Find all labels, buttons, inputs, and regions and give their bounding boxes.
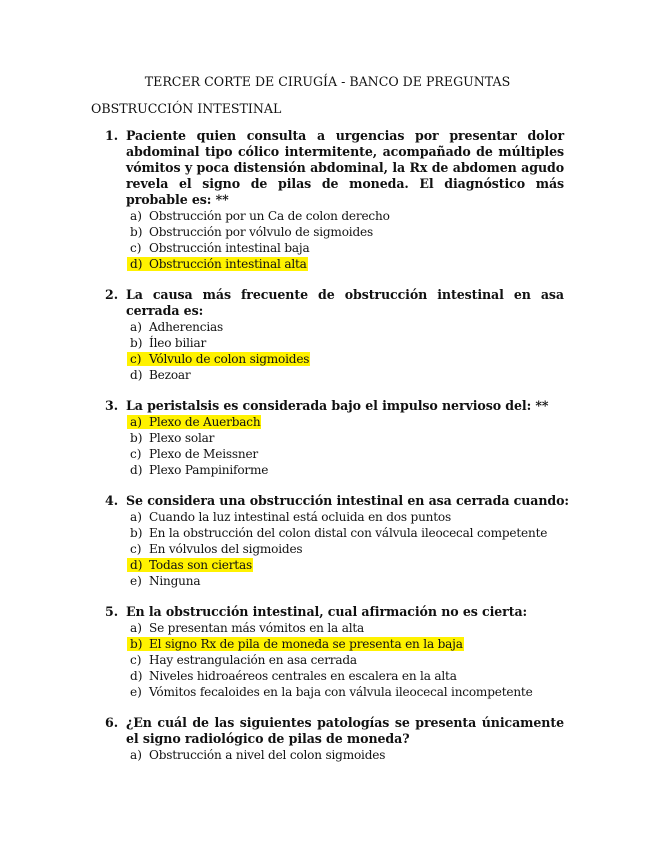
answer-option-highlighted (0, 351, 655, 367)
option-text: Vómitos fecaloides en la baja con válvula ileocecal incompetente (149, 685, 533, 699)
option-text: Cuando la luz intestinal está ocluida en dos puntos (149, 510, 452, 524)
option-text: Íleo biliar (149, 336, 207, 350)
option-letter: a) (130, 621, 142, 635)
option-letter: c) (130, 542, 142, 556)
option-text: Todas son ciertas (149, 558, 252, 572)
option-text: Niveles hidroaéreos centrales en escalera en la alta (149, 669, 457, 683)
option-text: Bezoar (149, 368, 191, 382)
answer-option (0, 747, 655, 763)
question-text: La causa más frecuente de obstrucción intestinal en asa cerrada es: (126, 287, 564, 318)
option-text: Plexo de Auerbach (149, 415, 261, 429)
answer-option (0, 573, 655, 589)
option-text: Hay estrangulación en asa cerrada (149, 653, 357, 667)
answer-option (0, 684, 655, 700)
option-text: Obstrucción intestinal alta (149, 257, 307, 271)
question-text: Se considera una obstrucción intestinal en asa cerrada cuando: (126, 493, 569, 508)
option-letter: b) (130, 526, 143, 540)
option-list (0, 208, 655, 272)
option-letter: e) (130, 574, 142, 588)
option-list (0, 747, 655, 763)
answer-option (0, 652, 655, 668)
option-letter: d) (130, 669, 143, 683)
option-letter: d) (130, 463, 143, 477)
question-text: En la obstrucción intestinal, cual afirmación no es cierta: (126, 604, 528, 619)
option-text: Plexo de Meissner (149, 447, 258, 461)
question-number: 2. (105, 287, 119, 302)
option-text: Ninguna (149, 574, 201, 588)
option-text: Plexo Pampiniforme (149, 463, 269, 477)
option-letter: b) (130, 637, 143, 651)
question-number: 6. (105, 715, 119, 730)
answer-option (0, 335, 655, 351)
option-text: Obstrucción intestinal baja (149, 241, 310, 255)
answer-option (0, 668, 655, 684)
option-letter: b) (130, 336, 143, 350)
section-title: OBSTRUCCIÓN INTESTINAL (91, 101, 282, 116)
option-text: Obstrucción por un Ca de colon derecho (149, 209, 390, 223)
question-text: Paciente quien consulta a urgencias por presentar dolor abdominal tipo cólico intermitente, acompañado de múltiples vómitos y poca distensión abdominal, la Rx de abdomen agudo revela el signo de pilas de moneda. El diagnóstico más probable es: ** (126, 128, 564, 207)
answer-option (0, 509, 655, 525)
answer-option-highlighted (0, 636, 655, 652)
answer-option (0, 224, 655, 240)
question-text: La peristalsis es considerada bajo el impulso nervioso del: ** (126, 398, 549, 413)
option-letter: a) (130, 748, 142, 762)
option-letter: c) (130, 653, 142, 667)
question-number: 1. (105, 128, 119, 143)
answer-option (0, 620, 655, 636)
option-letter: e) (130, 685, 142, 699)
option-letter: d) (130, 257, 143, 271)
option-letter: c) (130, 447, 142, 461)
option-text: Se presentan más vómitos en la alta (149, 621, 365, 635)
question-number: 5. (105, 604, 119, 619)
option-letter: d) (130, 558, 143, 572)
option-list (0, 319, 655, 383)
question-item (0, 715, 655, 763)
answer-option (0, 541, 655, 557)
answer-option-highlighted (0, 414, 655, 430)
option-text: El signo Rx de pila de moneda se presenta en la baja (149, 637, 463, 651)
option-letter: c) (130, 241, 142, 255)
question-item (0, 493, 655, 589)
option-letter: a) (130, 415, 142, 429)
answer-option (0, 462, 655, 478)
option-text: Obstrucción por vólvulo de sigmoides (149, 225, 373, 239)
answer-option (0, 446, 655, 462)
option-letter: c) (130, 352, 142, 366)
question-item (0, 128, 655, 272)
option-text: En vólvulos del sigmoides (149, 542, 303, 556)
question-item (0, 604, 655, 700)
option-letter: a) (130, 510, 142, 524)
option-text: Adherencias (149, 320, 224, 334)
question-number: 3. (105, 398, 119, 413)
question-number: 4. (105, 493, 119, 508)
option-letter: b) (130, 225, 143, 239)
question-item (0, 398, 655, 478)
option-letter: a) (130, 209, 142, 223)
answer-option (0, 430, 655, 446)
option-letter: a) (130, 320, 142, 334)
option-letter: d) (130, 368, 143, 382)
answer-option-highlighted (0, 256, 655, 272)
option-list (0, 509, 655, 589)
question-item (0, 287, 655, 383)
option-list (0, 620, 655, 700)
question-list (0, 128, 655, 778)
answer-option (0, 367, 655, 383)
answer-option (0, 525, 655, 541)
answer-option (0, 319, 655, 335)
option-text: Vólvulo de colon sigmoides (149, 352, 310, 366)
answer-option (0, 208, 655, 224)
option-letter: b) (130, 431, 143, 445)
document-title: TERCER CORTE DE CIRUGÍA - BANCO DE PREGUNTAS (144, 74, 511, 89)
option-text: Obstrucción a nivel del colon sigmoides (149, 748, 386, 762)
question-text: ¿En cuál de las siguientes patologías se presenta únicamente el signo radiológico de pilas de moneda? (126, 715, 564, 746)
answer-option-highlighted (0, 557, 655, 573)
option-text: Plexo solar (149, 431, 215, 445)
answer-option (0, 240, 655, 256)
option-text: En la obstrucción del colon distal con válvula ileocecal competente (149, 526, 548, 540)
option-list (0, 414, 655, 478)
